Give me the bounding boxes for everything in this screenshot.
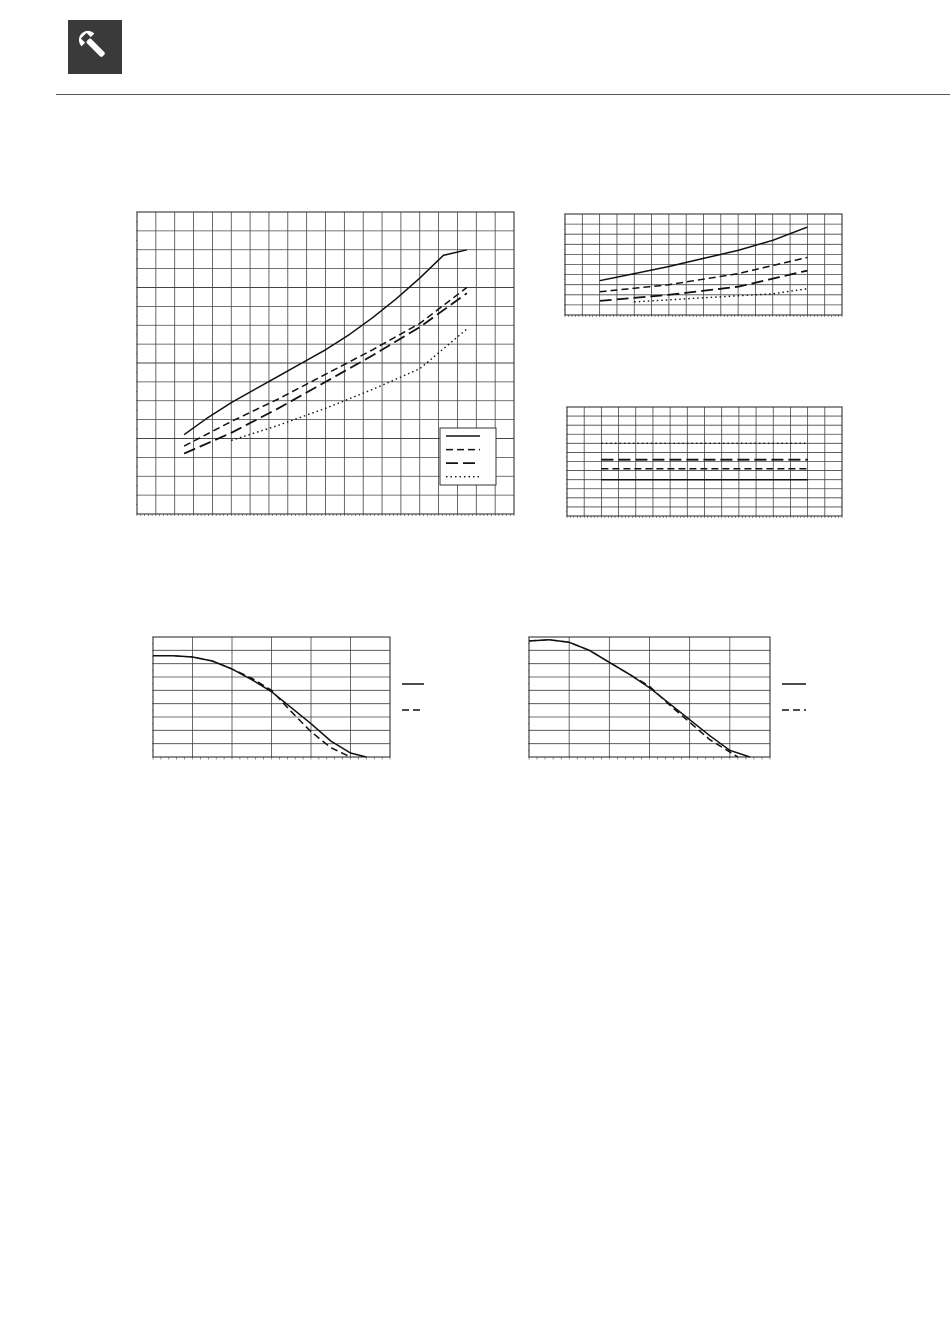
series-line-2 [153,656,351,757]
series-line-1 [529,640,750,757]
chart-1 [136,211,516,516]
chart-3 [566,406,844,518]
chart-4 [152,636,432,760]
series-line-2 [529,640,738,757]
wrench-icon [68,20,122,74]
chart-2 [564,213,844,317]
series-line-1 [153,656,366,757]
legend [402,684,424,710]
grid [528,637,770,760]
chart-5 [528,636,818,760]
grid [566,407,842,518]
series-line-4 [231,329,467,440]
legend [440,428,496,485]
header-divider [56,94,950,95]
legend [782,684,806,710]
grid [152,637,390,760]
